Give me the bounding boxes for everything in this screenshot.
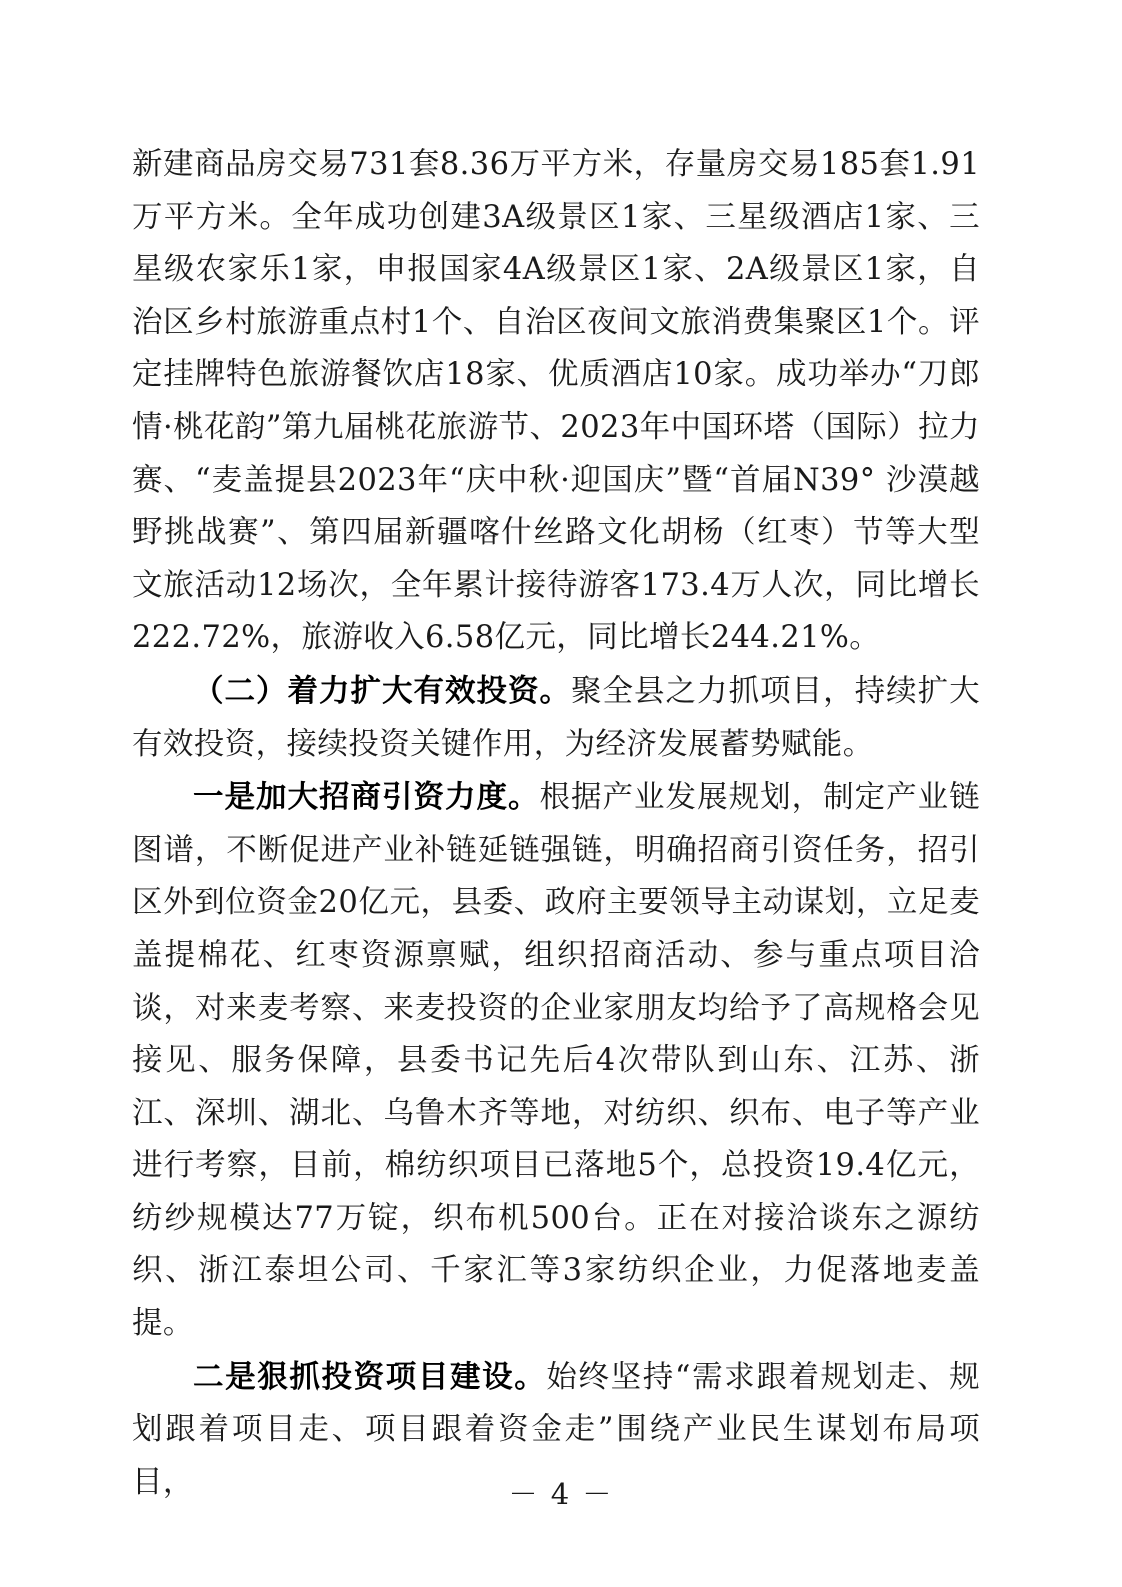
page-number: － 4 －	[508, 1477, 614, 1511]
paragraph-text: 聚全县之力抓项目，持续扩大有效投资，接续投资关键作用，为经济发展蓄势赋能。	[132, 673, 980, 762]
paragraph-lead: 二是狠抓投资项目建设。	[193, 1358, 547, 1395]
paragraph-text: 新建商品房交易731套8.36万平方米，存量房交易185套1.91万平方米。全年成功创建3A级景区1家、三星级酒店1家、三星级农家乐1家，申报国家4A级景区1家、2A级景区1家，自治区乡村旅游重点村1个、自治区夜间文旅消费集聚区1个。评定挂牌特色旅游餐饮店18家、优质酒店10家。成功举办“刀郎情·桃花韵”第九届桃花旅游节、2023年中国环塔（国际）拉力赛、“麦盖提县2023年“庆中秋·迎国庆”暨“首届N39° 沙漠越野挑战赛”、第四届新疆喀什丝路文化胡杨（红枣）节等大型文旅活动12场次，全年累计接待游客173.4万人次，同比增长222.72%，旅游收入6.58亿元，同比增长244.21%。	[132, 147, 980, 656]
paragraph-tourism-stats	[132, 138, 980, 665]
paragraph-text: 始终坚持“需求跟着规划走、规划跟着项目走、项目跟着资金走”围绕产业民生谋划布局项目，	[132, 1359, 980, 1500]
paragraph-investment-attraction	[132, 771, 980, 1351]
section-heading: （二）着力扩大有效投资。	[193, 672, 572, 709]
paragraph-text: 根据产业发展规划，制定产业链图谱，不断促进产业补链延链强链，明确招商引资任务，招引区外到位资金20亿元，县委、政府主要领导主动谋划，立足麦盖提棉花、红枣资源禀赋，组织招商活动、参与重点项目洽谈，对来麦考察、来麦投资的企业家朋友均给予了高规格会见接见、服务保障，县委书记先后4次带队到山东、江苏、浙江、深圳、湖北、乌鲁木齐等地，对纺织、织布、电子等产业进行考察，目前，棉纺织项目已落地5个，总投资19.4亿元，纺纱规模达77万锭，织布机500台。正在对接洽谈东之源纺织、浙江泰坦公司、千家汇等3家纺织企业，力促落地麦盖提。	[132, 780, 980, 1342]
document-body	[132, 138, 980, 1509]
paragraph-section-two	[132, 665, 980, 771]
paragraph-lead: 一是加大招商引资力度。	[193, 779, 540, 816]
